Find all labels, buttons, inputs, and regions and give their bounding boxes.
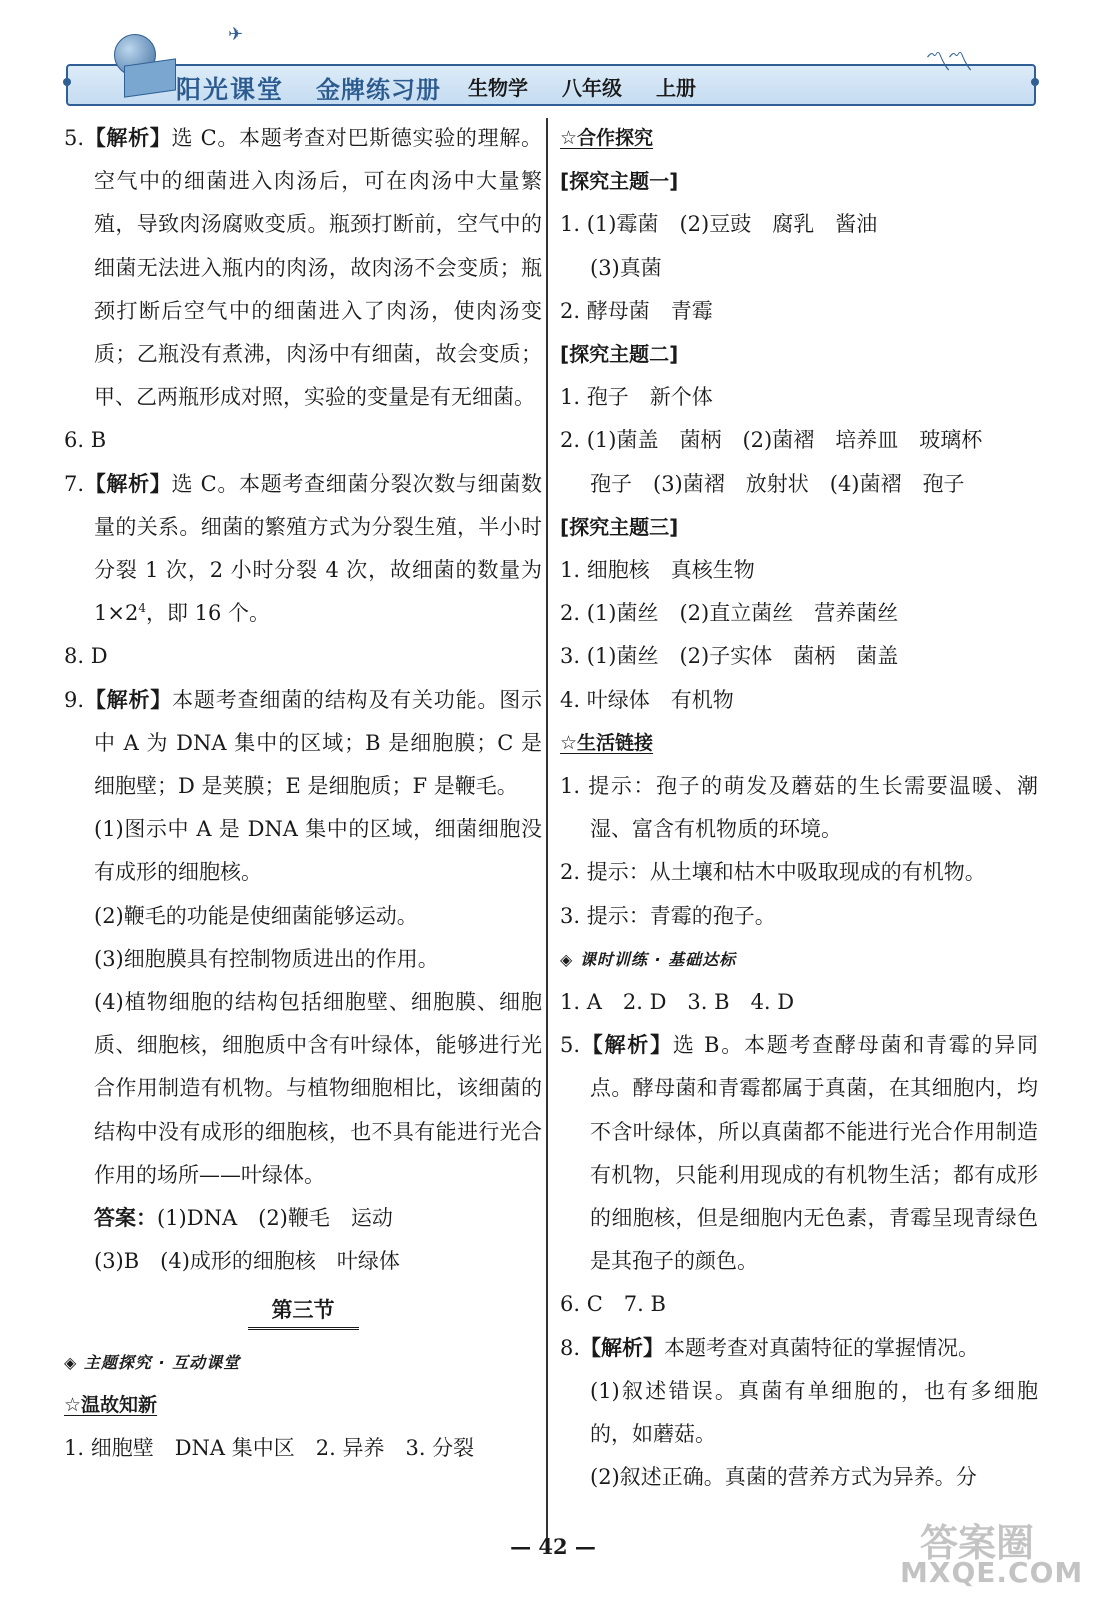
theme-1-answer-2: 2. 酵母菌 青霉	[560, 298, 713, 323]
theme-1-heading: [探究主题一]	[560, 169, 679, 194]
star-icon: ☆	[560, 127, 578, 149]
header-grade: 八年级	[562, 76, 622, 100]
answer-item-6: 6. B	[64, 428, 107, 453]
analysis-tag: 【解析】	[580, 1033, 673, 1058]
theme-1-answer-1: 1. (1)霉菌 (2)豆豉 腐乳 酱油	[560, 212, 878, 237]
star-icon: ☆	[64, 1393, 82, 1416]
paper-plane-icon: ✈	[228, 24, 244, 45]
training-label	[560, 938, 1038, 981]
life-answer-2: 2. 提示：从土壤和枯木中吸取现成的有机物。	[560, 860, 986, 885]
header-volume: 上册	[656, 76, 696, 100]
item-8-part-1: (1)叙述错误。真菌有单细胞的，也有多细胞的，如蘑菇。	[590, 1378, 1038, 1447]
theme-3-answer-1: 1. 细胞核 真核生物	[560, 558, 755, 583]
section-label	[64, 1341, 542, 1384]
item-9-part-2: (2)鞭毛的功能是使细菌能够运动。	[94, 903, 418, 928]
item-number: 9.	[64, 687, 85, 712]
banner-right-dot	[1031, 78, 1039, 86]
training-answers-1-4: 1. A 2. D 3. B 4. D	[560, 990, 795, 1015]
theme-3-answer-3: 3. (1)菌丝 (2)子实体 菌柄 菌盖	[560, 644, 899, 669]
analysis-tag: 【解析】	[84, 471, 172, 496]
item-9-part-1: (1)图示中 A 是 DNA 集中的区域，细菌细胞没有成形的细胞核。	[94, 817, 542, 885]
banner-left-dot	[63, 78, 71, 86]
answer-item-7	[64, 463, 542, 636]
review-heading-text: 温故知新	[81, 1393, 158, 1416]
section-title: 第三节	[248, 1293, 359, 1330]
review-answers: 1. 细胞壁 DNA 集中区 2. 异养 3. 分裂	[64, 1436, 475, 1461]
analysis-text: 选 C。本题考查细菌分裂次数与细菌数量的关系。细菌的繁殖方式为分裂生殖，半小时分裂 1 次，2 小时分裂 4 次，故细菌的数量为 1×2	[94, 471, 543, 626]
diamond-icon: ◈	[560, 949, 574, 969]
header-series: 金牌练习册	[316, 76, 441, 104]
theme-2-answer-2: 2. (1)菌盖 菌柄 (2)菌褶 培养皿 玻璃杯	[560, 428, 983, 453]
right-column	[560, 117, 1038, 1500]
item-9-answer-line-2: (3)B (4)成形的细胞核 叶绿体	[94, 1249, 400, 1274]
exponent: 4	[138, 601, 146, 616]
item-number: 5.	[64, 126, 85, 150]
training-answers-6-7: 6. C 7. B	[560, 1292, 666, 1317]
coop-heading	[560, 117, 1038, 160]
analysis-tag: 【解析】	[84, 687, 173, 712]
answer-item-9	[64, 679, 542, 809]
star-icon: ☆	[560, 731, 578, 754]
training-item-5	[560, 1024, 1038, 1283]
section-label-text: 主题探究 · 互动课堂	[83, 1352, 241, 1372]
analysis-text: 选 C。本题考查对巴斯德实验的理解。空气中的细菌进入肉汤后，可在肉汤中大量繁殖，导致肉汤腐败变质。瓶颈打断前，空气中的细菌无法进入瓶内的肉汤，故肉汤不会变质；瓶颈打断后空气中的细菌进入了肉汤，使肉汤变质；乙瓶没有煮沸，肉汤中有细菌，故会变质；甲、乙两瓶形成对照，实验的变量是有无细菌。	[94, 126, 543, 410]
header-brand: 阳光课堂	[176, 75, 285, 104]
watermark-url: MXQE.COM	[900, 1556, 1084, 1589]
answer-tag: 答案：	[94, 1206, 157, 1231]
theme-3-answer-4: 4. 叶绿体 有机物	[560, 687, 734, 712]
answer-item-5	[64, 117, 542, 419]
header-subject: 生物学	[468, 76, 528, 100]
theme-2-heading: [探究主题二]	[560, 342, 679, 367]
analysis-tag: 【解析】	[84, 126, 172, 150]
analysis-text: 本题考查对真菌特征的掌握情况。	[664, 1335, 980, 1360]
theme-1-answer-1-cont: (3)真菌	[590, 255, 662, 280]
answer-item-8: 8. D	[64, 644, 108, 669]
review-heading	[64, 1384, 542, 1427]
analysis-text-end: ，即 16 个。	[145, 601, 271, 626]
analysis-text: 本题考查细菌的结构及有关功能。图示中 A 为 DNA 集中的区域；B 是细胞膜；C 是细胞壁；D 是荚膜；E 是细胞质；F 是鞭毛。	[94, 687, 543, 799]
life-answer-3: 3. 提示：青霉的孢子。	[560, 903, 776, 928]
analysis-text: 选 B。本题考查酵母菌和青霉的异同点。酵母菌和青霉都属于真菌，在其细胞内，均不含叶绿体，所以真菌都不能进行光合作用制造有机物，只能利用现成的有机物生活；都有成形的细胞核，但是细胞内无色素，青霉呈现青绿色是其孢子的颜色。	[590, 1033, 1039, 1274]
theme-2-answer-1: 1. 孢子 新个体	[560, 385, 713, 410]
item-9-answer	[64, 1197, 542, 1240]
page-number: — 42 —	[510, 1534, 596, 1559]
life-heading	[560, 722, 1038, 765]
training-label-text: 课时训练 · 基础达标	[579, 949, 737, 969]
theme-3-heading: [探究主题三]	[560, 514, 679, 539]
theme-2-answer-2-cont: 孢子 (3)菌褶 放射状 (4)菌褶 孢子	[590, 471, 965, 496]
item-number: 8.	[560, 1335, 581, 1360]
item-number: 5.	[560, 1033, 581, 1058]
item-number: 7.	[64, 471, 85, 496]
watermark-logo	[880, 1512, 1084, 1592]
birds-icon: 〽〽	[925, 48, 970, 78]
diamond-icon: ◈	[64, 1352, 78, 1372]
theme-3-answer-2: 2. (1)菌丝 (2)直立菌丝 营养菌丝	[560, 601, 899, 626]
item-8-part-2: (2)叙述正确。真菌的营养方式为异养。分	[590, 1465, 977, 1490]
column-divider	[546, 118, 548, 1538]
watermark-logo-text: 答案圈	[920, 1521, 1035, 1565]
item-9-part-4: (4)植物细胞的结构包括细胞壁、细胞膜、细胞质、细胞核，细胞质中含有叶绿体，能够进行光合作用制造有机物。与植物细胞相比，该细菌的结构中没有成形的细胞核，也不具有能进行光合作用的场所——叶绿体。	[94, 990, 542, 1187]
answer-text: (1)DNA (2)鞭毛 运动	[157, 1206, 393, 1231]
life-answer-1: 1. 提示：孢子的萌发及蘑菇的生长需要温暖、潮湿、富含有机物质的环境。	[560, 774, 1038, 842]
left-column	[64, 117, 542, 1470]
life-heading-text: 生活链接	[577, 731, 654, 754]
section-title-wrap	[64, 1289, 542, 1332]
item-9-part-3: (3)细胞膜具有控制物质进出的作用。	[94, 946, 439, 971]
coop-heading-text: 合作探究	[577, 127, 654, 149]
training-item-8	[560, 1327, 1038, 1370]
analysis-tag: 【解析】	[580, 1335, 665, 1360]
